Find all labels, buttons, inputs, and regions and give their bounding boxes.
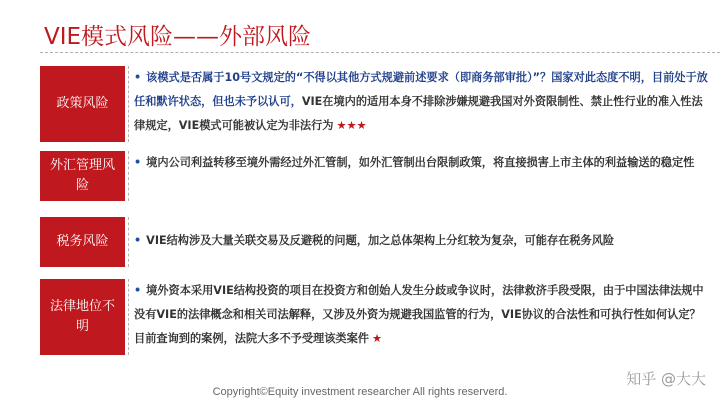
star-rating: ★★★ <box>336 119 367 132</box>
row-divider <box>128 279 129 355</box>
risk-label-legal: 法律地位不明 <box>40 279 125 355</box>
risk-text-legal <box>134 279 708 351</box>
risk-text-tax-body: VIE结构涉及大量关联交易及反避税的问题，加之总体架构上分红较为复杂，可能存在税务风险 <box>146 234 615 247</box>
risk-text-policy-body: VIE在境内的适用本身不排除涉嫌规避我国对外资限制性、禁止性行业的准入性法律规定，VIE模式可能被认定为非法行为 <box>134 95 703 132</box>
bullet: • <box>134 156 142 169</box>
bullet: • <box>134 284 142 297</box>
row-divider <box>128 151 129 201</box>
risk-text-forex-body: 境内公司利益转移至境外需经过外汇管制，如外汇管制出台限制政策，将直接损害上市主体的利益输送的稳定性 <box>146 156 695 169</box>
star-rating: ★ <box>371 332 382 345</box>
risk-label-forex: 外汇管理风险 <box>40 151 125 201</box>
risk-text-tax <box>134 229 708 253</box>
risk-text-legal-body: 境外资本采用VIE结构投资的项目在投资方和创始人发生分歧或争议时，法律救济手段受限，由于中国法律法规中没有VIE的法律概念和相关司法解释，又涉及外资为规避我国监管的行为，VIE协议的合法性和可执行性如何认定？目前查询到的案例，法院大多不予受理该类案件 <box>134 284 704 345</box>
bullet: • <box>134 71 142 84</box>
risk-text-forex <box>134 151 708 175</box>
risk-row-forex <box>40 151 708 201</box>
row-divider <box>128 66 129 142</box>
risk-text-policy-highlight: 该模式是否属于10号文规定的“不得以其他方式规避前述要求（即商务部审批）”？国家对此态度不明，目前处于放任和默许状态，但也未予以认可， <box>134 71 708 108</box>
bullet: • <box>134 234 142 247</box>
risk-label-policy: 政策风险 <box>40 66 125 142</box>
copyright-footer: Copyright©Equity investment researcher All rights reserverd. <box>212 386 508 398</box>
title-divider <box>40 52 720 53</box>
slide-title: VIE模式风险——外部风险 <box>44 24 312 50</box>
row-divider <box>128 217 129 267</box>
watermark: 知乎 @大大 <box>626 370 706 388</box>
risk-row-tax <box>40 217 708 267</box>
risk-label-tax: 税务风险 <box>40 217 125 267</box>
risk-row-legal <box>40 279 708 355</box>
risk-text-policy <box>134 66 708 138</box>
risk-row-policy <box>40 66 708 142</box>
